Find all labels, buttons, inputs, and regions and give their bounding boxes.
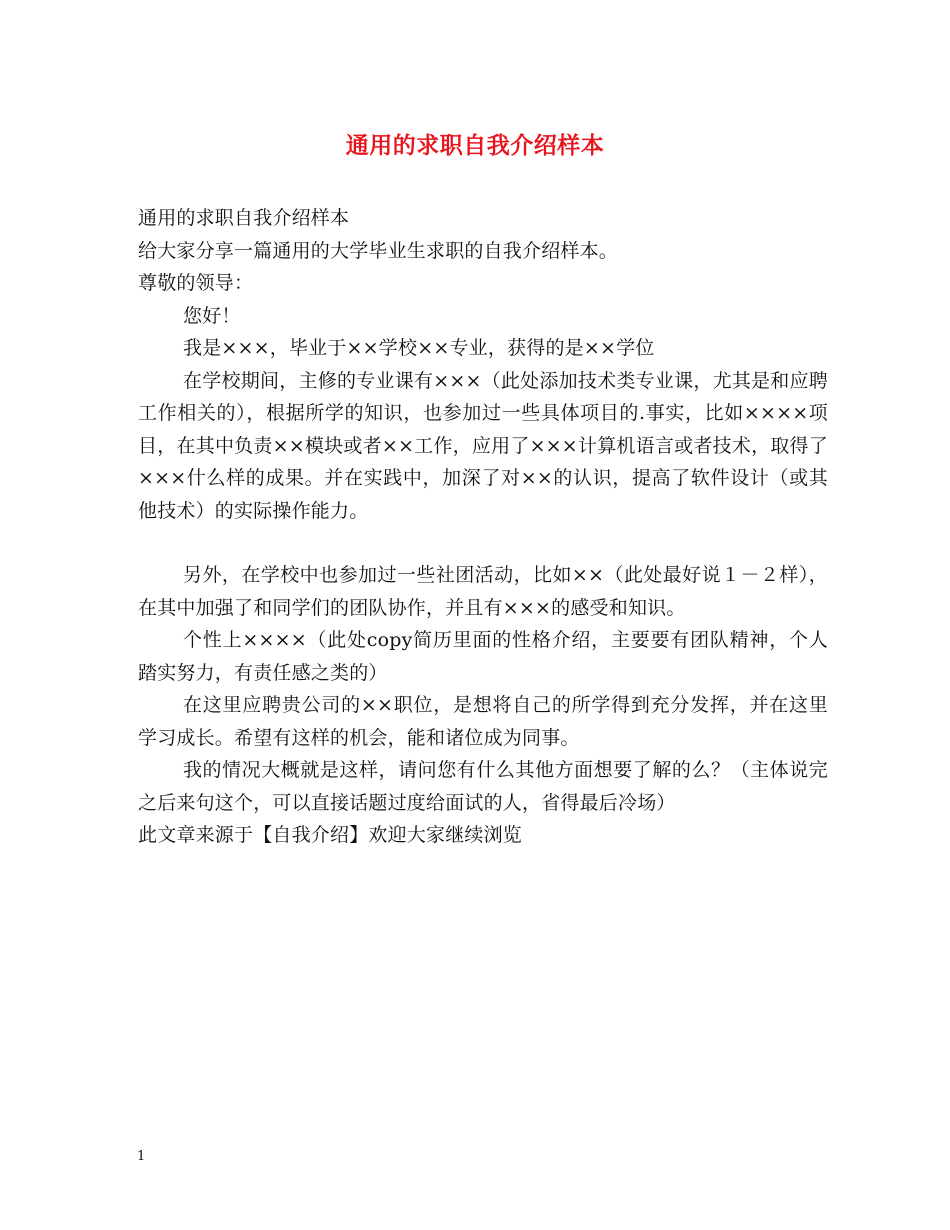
page-number: 1 (137, 1149, 146, 1164)
document-title: 通用的求职自我介绍样本 (345, 132, 605, 159)
source-line: 此文章来源于【自我介绍】欢迎大家继续浏览 (138, 824, 523, 846)
greeting: 您好！ (183, 304, 241, 327)
document-body (138, 202, 828, 852)
paragraph-application: 在这里应聘贵公司的××职位，是想将自己的所学得到充分发挥，并在这里学习成长。希望有这样的机会，能和诸位成为同事。 (138, 694, 828, 749)
paragraph-education: 在学校期间，主修的专业课有×××（此处添加技术类专业课，尤其是和应聘工作相关的），根据所学的知识，也参加过一些具体项目的.事实，比如××××项目，在其中负责××模块或者××工作，应用了×××计算机语言或者技术，取得了×××什么样的成果。并在实践中，加深了对××的认识，提高了软件设计（或其他技术）的实际操作能力。 (138, 369, 828, 522)
subtitle-line: 通用的求职自我介绍样本 (138, 207, 350, 229)
intro-line: 给大家分享一篇通用的大学毕业生求职的自我介绍样本。 (138, 239, 619, 262)
salutation: 尊敬的领导： (138, 272, 254, 294)
paragraph-closing: 我的情况大概就是这样，请问您有什么其他方面想要了解的么？（主体说完之后来句这个，可以直接话题过度给面试的人，省得最后冷场） (138, 759, 828, 814)
paragraph-personality: 个性上××××（此处copy简历里面的性格介绍，主要要有团队精神，个人踏实努力，有责任感之类的） (138, 629, 828, 684)
paragraph-background: 我是×××，毕业于××学校××专业，获得的是××学位 (183, 337, 655, 359)
paragraph-activities: 另外，在学校中也参加过一些社团活动，比如××（此处最好说１－２样），在其中加强了和同学们的团队协作，并且有×××的感受和知识。 (138, 564, 828, 619)
